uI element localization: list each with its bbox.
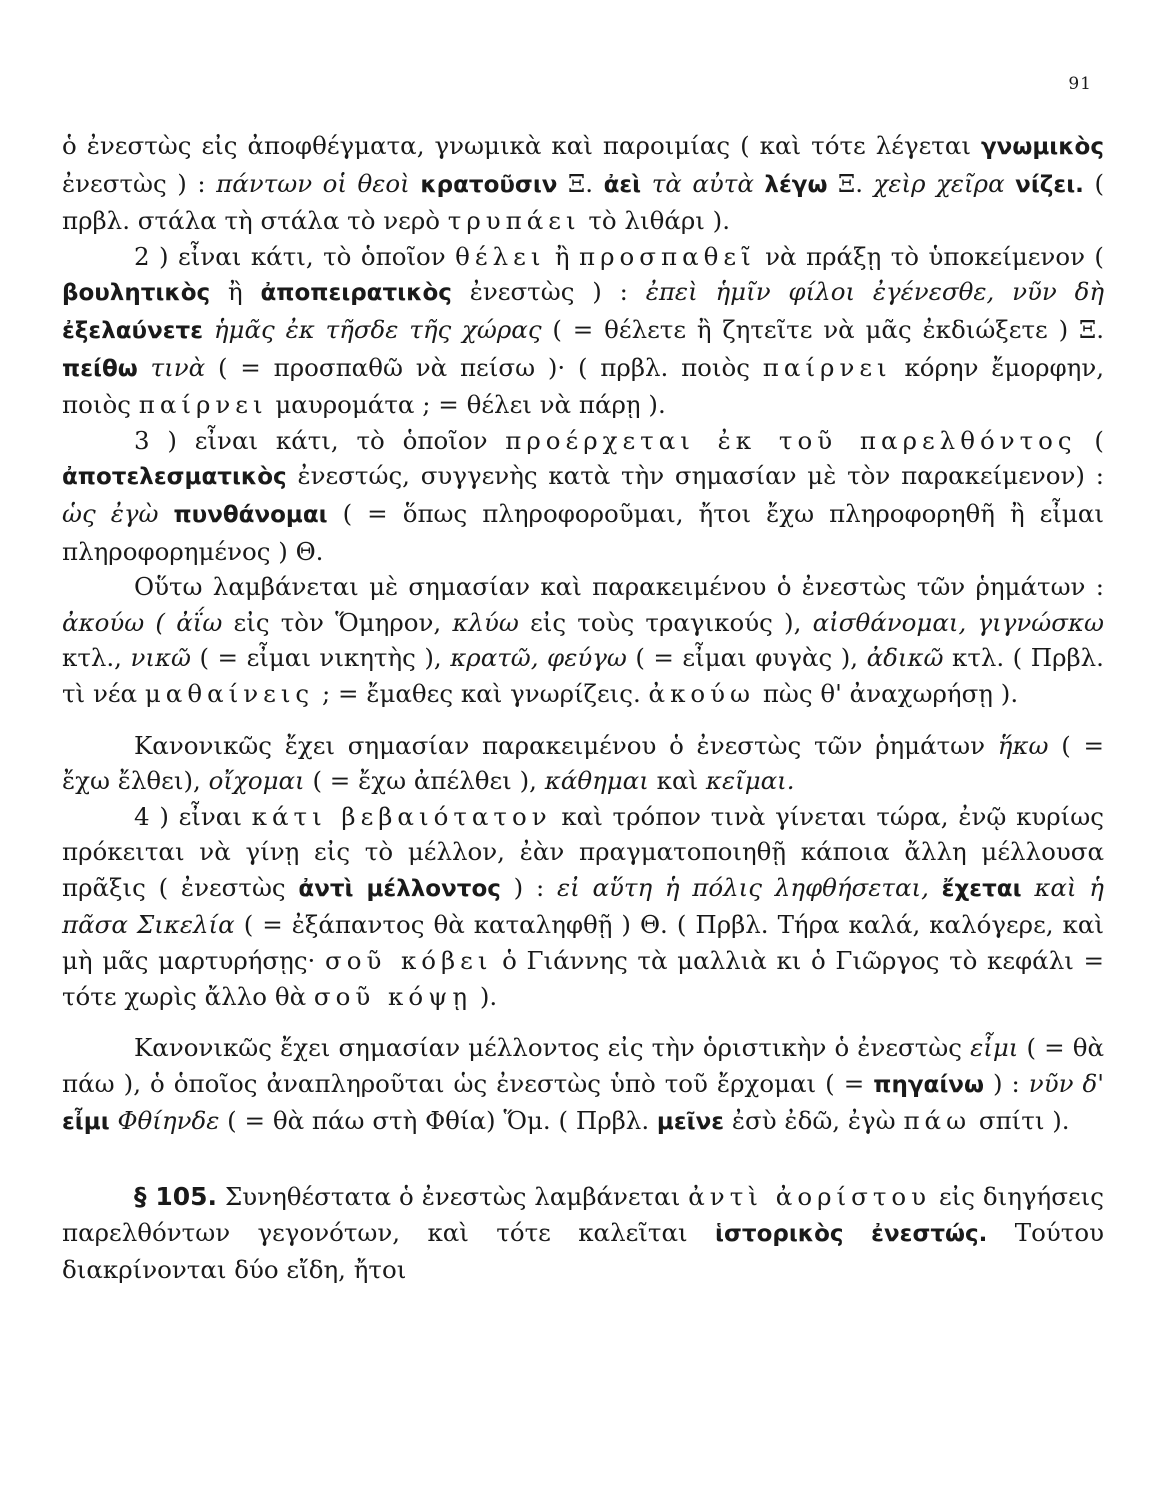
italic-quote: Φθίηνδε [117, 1106, 220, 1136]
text-run [203, 315, 214, 344]
spaced-emphasis: προέρχεται ἐκ τοῦ παρελθόντος [505, 425, 1077, 455]
spaced-emphasis: σοῦ κόβει [324, 946, 493, 976]
text-run: καὶ [648, 766, 706, 796]
text-run: ἐνεστὼς ) : [62, 168, 217, 198]
text-run: ἐσὺ ἐδῶ, ἐγὼ [724, 1106, 904, 1136]
italic-quote: ἥκω [997, 730, 1049, 760]
paragraph-perfect-verbs [62, 728, 1104, 799]
text-run: ( = θὰ πάω ), ὁ ὁποῖος ἀναπληροῦται ὡς ἐνεστὼς ὑπὸ τοῦ ἔρχομαι ( = [62, 1033, 1104, 1098]
paragraph-gnomic-present [62, 128, 1104, 239]
spaced-emphasis: κάτι βεβαιότατον [251, 801, 552, 831]
paragraph-resultative-present [62, 423, 1104, 569]
text-run: ( = εἶμαι νικητὴς ), [191, 643, 451, 673]
text-run: ). [472, 981, 498, 1011]
text-run: σπίτι ). [971, 1106, 1070, 1136]
spaced-emphasis: μαθαίνεις [144, 678, 315, 708]
bold-term: ἐξελαύνετε [62, 317, 204, 344]
text-run: Τούτου διακρίνονται δύο εἴδη, ἤτοι [62, 1217, 1104, 1285]
bold-term: πηγαίνω [873, 1071, 984, 1098]
text-run: 3 ) εἶναι κάτι, τὸ ὁποῖον [134, 425, 506, 455]
text-run [641, 169, 652, 198]
bold-term: ἀποπειρατικὸς [260, 280, 452, 307]
bold-term: πείθω [62, 355, 138, 382]
text-run [929, 873, 942, 902]
bold-term: ἀντὶ μέλλοντος [298, 875, 501, 902]
text-run: Οὕτω λαμβάνεται μὲ σημασίαν καὶ παρακειμένου ὁ ἐνεστὼς τῶν ῥημάτων : [134, 572, 1104, 602]
text-run [158, 499, 173, 528]
italic-quote: νικῶ [130, 643, 192, 673]
italic-quote: τινὰ [150, 352, 206, 382]
bold-term: λέγω [764, 171, 828, 198]
text-run: ( = ἔχω ἔλθει), [62, 730, 1104, 796]
bold-term: πυνθάνομαι [173, 501, 328, 528]
text-run: ( = ἔχω ἀπέλθει ), [304, 766, 545, 796]
text-run: ) : [500, 872, 557, 902]
paragraph-future-present [62, 799, 1104, 1015]
bold-term: γνωμικὸς [981, 134, 1104, 160]
italic-quote: εἰ αὕτη ἡ πόλις ληφθήσεται, [556, 872, 929, 902]
bold-term: βουλητικὸς [62, 280, 211, 307]
bold-term: μεῖνε [656, 1109, 725, 1136]
paragraph-perfect-meaning [62, 569, 1104, 711]
text-run: ἢ [210, 277, 261, 307]
text-run: Ξ. [827, 168, 874, 198]
italic-quote: νῦν δ' [1028, 1068, 1104, 1098]
italic-quote: ἀκούω ( ἀΐω [62, 607, 223, 637]
italic-quote: κεῖμαι. [705, 766, 795, 796]
italic-quote: κάθημαι [544, 766, 649, 796]
bold-term: ἱστορικὸς ἐνεστώς. [715, 1220, 988, 1247]
text-run: ( = ὅπως πληροφοροῦμαι, ἤτοι ἔχω πληροφορηθῆ ἢ εἶμαι πληροφορημένος ) Θ. [62, 498, 1104, 566]
text-run: ( = θὰ πάω στὴ Φθία) Ὅμ. ( Πρβλ. [219, 1106, 657, 1136]
text-run [1022, 873, 1035, 902]
text-run: 4 ) εἶναι [134, 801, 252, 831]
bold-term: εἶμι [62, 1109, 110, 1136]
spaced-emphasis: σοῦ κόψῃ [313, 981, 473, 1011]
italic-quote: ἡμᾶς ἐκ τῆσδε τῆς χώρας [213, 314, 542, 344]
text-run: ἐνεστώς, συγγενὴς κατὰ τὴν σημασίαν μὲ τὸν παρακείμενον) : [286, 461, 1104, 491]
text-run: κτλ., [62, 643, 131, 673]
text-run: ὁ ἐνεστὼς εἰς ἀποφθέγματα, γνωμικὰ καὶ παροιμίας ( καὶ τότε λέγεται [62, 131, 981, 160]
text-run [1005, 169, 1016, 198]
spaced-emphasis: θέλει [455, 241, 546, 271]
italic-quote: καὶ ἡ πᾶσα Σικελία [62, 872, 1104, 940]
italic-quote: αἰσθάνομαι, γιγνώσκω [812, 607, 1105, 637]
text-run: ὁ Γιάννης τὰ μαλλιὰ κι ὁ Γιῶργος τὸ κεφάλι = τότε χωρὶς ἄλλο θὰ [62, 946, 1104, 1011]
italic-quote: ὡς ἐγὼ [62, 498, 159, 528]
spaced-emphasis: παίρνει [138, 390, 268, 420]
spaced-emphasis: ἀκούω [648, 678, 756, 708]
text-run: Ξ. [557, 168, 604, 198]
spaced-emphasis: ἀντὶ ἀορίστου [688, 1182, 932, 1212]
italic-quote: πάντων οἱ θεοὶ [216, 168, 410, 198]
text-run: τὸ λιθάρι ). [580, 206, 731, 236]
text-run [754, 169, 765, 198]
italic-quote: κλύω [452, 607, 519, 637]
italic-quote: χεὶρ χεῖρα [873, 168, 1005, 198]
text-run: εἰς τὸν Ὅμηρον, [222, 607, 453, 637]
section-105 [62, 1179, 1104, 1288]
bold-term: κρατοῦσιν [420, 171, 558, 198]
paragraph-future-meaning [62, 1030, 1104, 1141]
text-run: ἐνεστὼς ) : [451, 277, 646, 307]
text-run: ( πρβλ. στάλα τὴ στάλα τὸ νερὸ [62, 168, 1104, 236]
bold-term: ἔχεται [941, 875, 1022, 902]
text-run: νὰ πράξῃ τὸ ὑποκείμενον ( [755, 241, 1104, 271]
text-run: ( = εἶμαι φυγὰς ), [626, 643, 867, 673]
italic-quote: οἴχομαι [208, 766, 305, 796]
italic-quote: κρατῶ, φεύγω [450, 643, 627, 673]
page-body [62, 128, 1104, 1288]
italic-quote: τὰ αὐτὰ [651, 168, 754, 198]
text-run: ( = ἐξάπαντος θὰ καταληφθῇ ) Θ. ( Πρβλ. Τήρα καλά, καλόγερε, καὶ μὴ μᾶς μαρτυρήσῃς· [62, 910, 1104, 976]
page-number: 91 [1068, 74, 1092, 94]
paragraph-volitive-present [62, 239, 1104, 423]
spaced-emphasis: πάω [903, 1106, 972, 1136]
spaced-emphasis: παίρνει [762, 352, 892, 382]
bold-term: ἀποτελεσματικὸς [62, 464, 287, 491]
text-run [410, 169, 421, 198]
text-run: ; = ἔμαθες καὶ γνωρίζεις. [314, 678, 649, 708]
text-run: 2 ) εἶναι κάτι, τὸ ὁποῖον [134, 241, 456, 271]
text-run: ἢ [545, 241, 580, 271]
section-number: § 105. [134, 1182, 218, 1212]
text-run: εἰς διηγήσεις παρελθόντων γεγονότων, καὶ τότε καλεῖται [62, 1182, 1104, 1247]
text-run: ( = θέλετε ἢ ζητεῖτε νὰ μᾶς ἐκδιώξετε ) Ξ. [541, 314, 1104, 344]
text-run: ) : [983, 1068, 1029, 1098]
text-run: ( = προσπαθῶ νὰ πείσω )· ( πρβλ. ποιὸς [205, 352, 763, 382]
text-run [138, 353, 151, 382]
text-run: Κανονικῶς ἔχει σημασίαν μέλλοντος εἰς τὴν ὁριστικὴν ὁ ἐνεστὼς [134, 1033, 971, 1063]
spaced-emphasis: τρυπάει [447, 206, 581, 236]
bold-term: ἀεὶ [603, 171, 642, 198]
text-run: Κανονικῶς ἔχει σημασίαν παρακειμένου ὁ ἐνεστὼς τῶν ῥημάτων [134, 730, 998, 760]
text-run: κόρην ἔμορφην, ποιὸς [62, 352, 1104, 420]
italic-quote: ἐπεὶ ἡμῖν φίλοι ἐγένεσθε, νῦν δὴ [645, 277, 1104, 307]
text-run: πὼς θ' ἀναχωρήσῃ ). [755, 678, 1019, 708]
text-run: μαυρομάτα ; = θέλει νὰ πάρῃ ). [267, 390, 666, 420]
text-run: κτλ. ( Πρβλ. τὶ νέα [62, 643, 1104, 708]
italic-quote: ἀδικῶ [866, 643, 944, 673]
bold-term: νίζει. [1015, 171, 1084, 198]
italic-quote: εἶμι [970, 1033, 1019, 1063]
spaced-emphasis: προσπαθεῖ [579, 241, 756, 271]
text-run: Συνηθέστατα ὁ ἐνεστὼς λαμβάνεται [217, 1182, 689, 1212]
text-run: ( [1076, 425, 1104, 455]
text-run: εἰς τοὺς τραγικούς ), [518, 607, 813, 637]
text-run: καὶ τρόπον τινὰ γίνεται τώρα, ἐνῷ κυρίως πρόκειται νὰ γίνῃ εἰς τὸ μέλλον, ἐὰν πραγματοποιηθῇ κάποια ἄλλη μέλλουσα πρᾶξις ( ἐνεστὼς [62, 801, 1104, 902]
